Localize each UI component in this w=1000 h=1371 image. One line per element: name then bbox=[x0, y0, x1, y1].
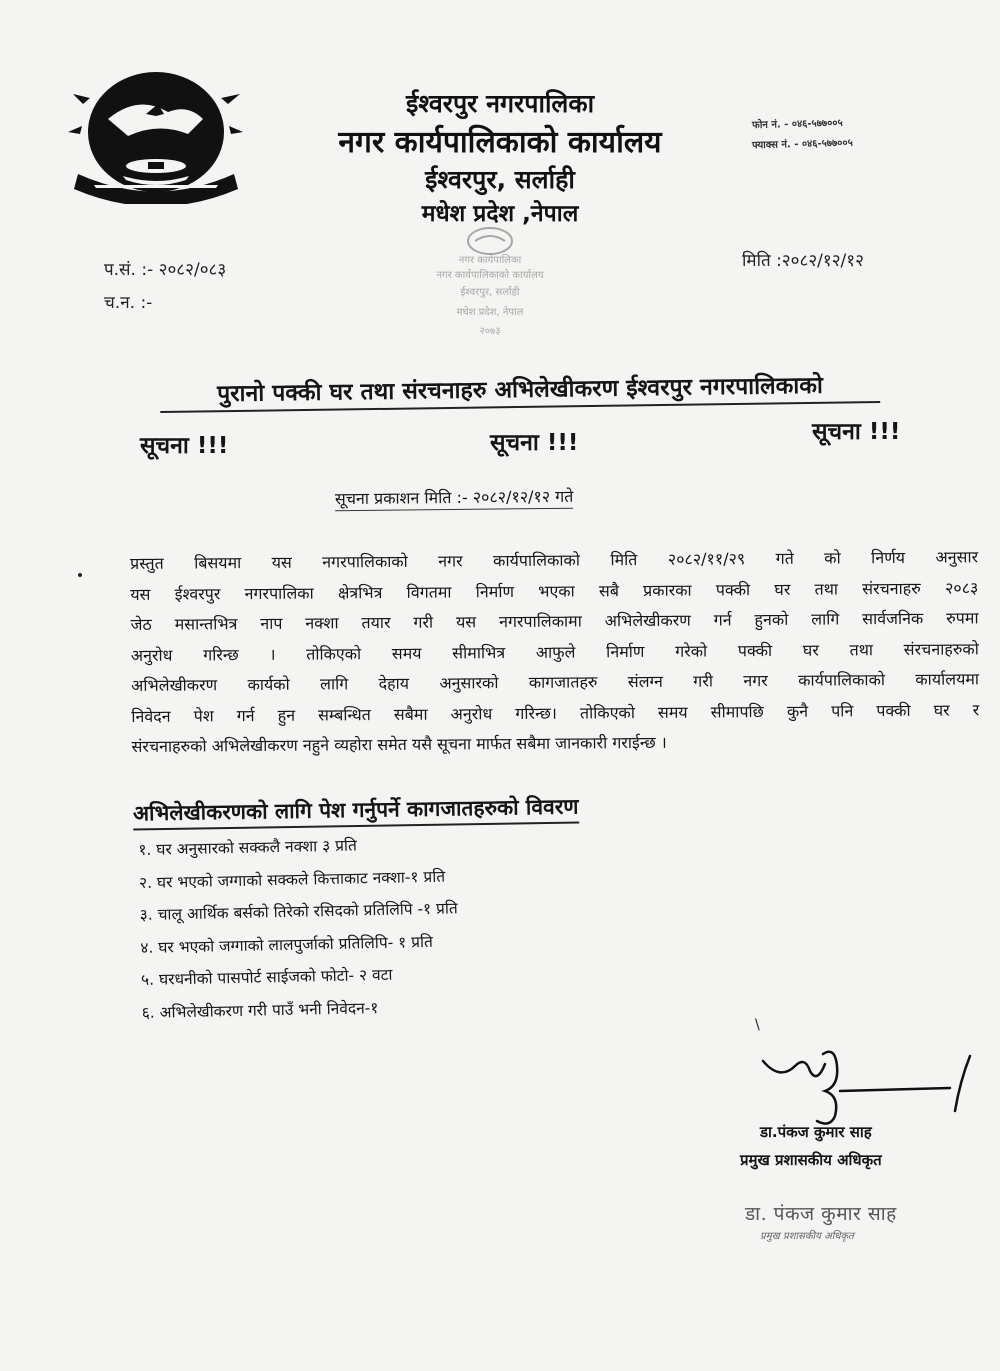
office-address: ईश्वरपुर, सर्लाही bbox=[425, 165, 575, 194]
office-province: मधेश प्रदेश ,नेपाल bbox=[421, 201, 579, 227]
list-item: ५. घरधनीको पासपोर्ट साईजको फोटो- २ वटा bbox=[140, 965, 393, 989]
body-line: निवेदन पेश गर्न हुन सम्बन्धित सबैमा अनुरोध गरिन्छ। तोकिएको समय सीमापछि कुनै पनि पक्की घर र bbox=[131, 699, 980, 726]
nepal-emblem-icon bbox=[68, 64, 243, 204]
designation-seal: प्रमुख प्रशासकीय अधिकृत bbox=[760, 1231, 854, 1242]
body-line: प्रस्तुत बिसयमा यस नगरपालिकाको नगर कार्यपालिकाको मिति २०८२/११/२९ गते को निर्णय अनुसार bbox=[130, 547, 979, 573]
stamp-line: मधेश प्रदेश, नेपाल bbox=[456, 307, 524, 318]
stamp-line: नगर कार्यपालिका bbox=[458, 255, 522, 266]
body-line: अनुरोध गरिन्छ । तोकिएको समय सीमाभित्र आफुले निर्माण गरेको पक्की घर तथा संरचनाहरुको bbox=[130, 638, 979, 665]
office-stamp bbox=[420, 226, 560, 346]
signatory-name: डा.पंकज कुमार साह bbox=[760, 1123, 872, 1141]
list-item: २. घर भएको जग्गाको सक्कले कित्ताकाट नक्शा-१ प्रति bbox=[138, 867, 446, 892]
name-seal: डा. पंकज कुमार साह bbox=[745, 1203, 897, 1225]
pen-mark: \ bbox=[755, 1017, 760, 1033]
letter-date: मिति :२०८२/१२/१२ bbox=[742, 251, 864, 271]
body-line: जेठ मसान्तभित्र नाप नक्शा तयार गरी यस नगरपालिकामा अभिलेखीकरण गर्न हुनको लागि सार्वजनिक रुपमा bbox=[130, 608, 979, 634]
notice-label: सूचना !!! bbox=[812, 419, 901, 445]
list-item: ३. चालू आर्थिक बर्सको तिरेको रसिदको प्रतिलिपि -१ प्रति bbox=[139, 899, 458, 924]
body-line: अभिलेखीकरण कार्यको लागि देहाय अनुसारको कागजातहरु संलग्न गरी नगर कार्यपालिकाको कार्यालयमा bbox=[130, 669, 980, 695]
body-line: यस ईश्वरपुर नगरपालिका क्षेत्रभित्र विगतमा निर्माण भएका सबै प्रकारका पक्की घर तथा संरचनाहरु २०८३ bbox=[130, 577, 979, 604]
dispatch-number: च.न. :- bbox=[104, 293, 153, 313]
stamp-line: २०७३ bbox=[479, 326, 501, 337]
phone-number: फोन नं. - ०४६-५७७००५ bbox=[751, 117, 843, 132]
body-line: संरचनाहरुको अभिलेखीकरण नहुने व्यहोरा समेत यसै सूचना मार्फत सबैमा जानकारी गराईन्छ । bbox=[131, 732, 667, 756]
list-item: ६. अभिलेखीकरण गरी पाउँ भनी निवेदन-१ bbox=[141, 998, 379, 1022]
handwritten-signature bbox=[755, 1036, 985, 1126]
office-name: नगर कार्यपालिकाको कार्यालय bbox=[338, 125, 662, 160]
signatory-designation: प्रमुख प्रशासकीय अधिकृत bbox=[740, 1151, 882, 1169]
stamp-line: नगर कार्यपालिकाको कार्यालय bbox=[436, 270, 544, 281]
publication-date: सूचना प्रकाशन मिति :- २०८२/१२/१२ गते bbox=[335, 485, 574, 511]
fax-number: फ्याक्स नं. - ०४६-५७७००५ bbox=[751, 137, 853, 152]
documents-list bbox=[138, 827, 460, 1029]
notice-label: सूचना !!! bbox=[140, 433, 229, 459]
municipality-name: ईश्वरपुर नगरपालिका bbox=[405, 89, 595, 118]
notice-title: पुरानो पक्की घर तथा संरचनाहरु अभिलेखीकरण ईश्वरपुर नगरपालिकाको bbox=[160, 367, 880, 413]
list-item: १. घर अनुसारको सक्कलै नक्शा ३ प्रति bbox=[138, 836, 357, 859]
notice-body bbox=[130, 542, 980, 762]
documents-heading: अभिलेखीकरणको लागि पेश गर्नुपर्ने कागजातहरुको विवरण bbox=[133, 793, 579, 831]
margin-dot bbox=[78, 573, 82, 577]
reference-number: प.सं. :- २०८२/०८३ bbox=[104, 260, 227, 280]
stamp-line: ईश्वरपुर, सर्लाही bbox=[460, 287, 520, 298]
notice-label: सूचना !!! bbox=[490, 430, 579, 456]
list-item: ४. घर भएको जग्गाको लालपुर्जाको प्रतिलिपि- १ प्रति bbox=[140, 932, 433, 957]
